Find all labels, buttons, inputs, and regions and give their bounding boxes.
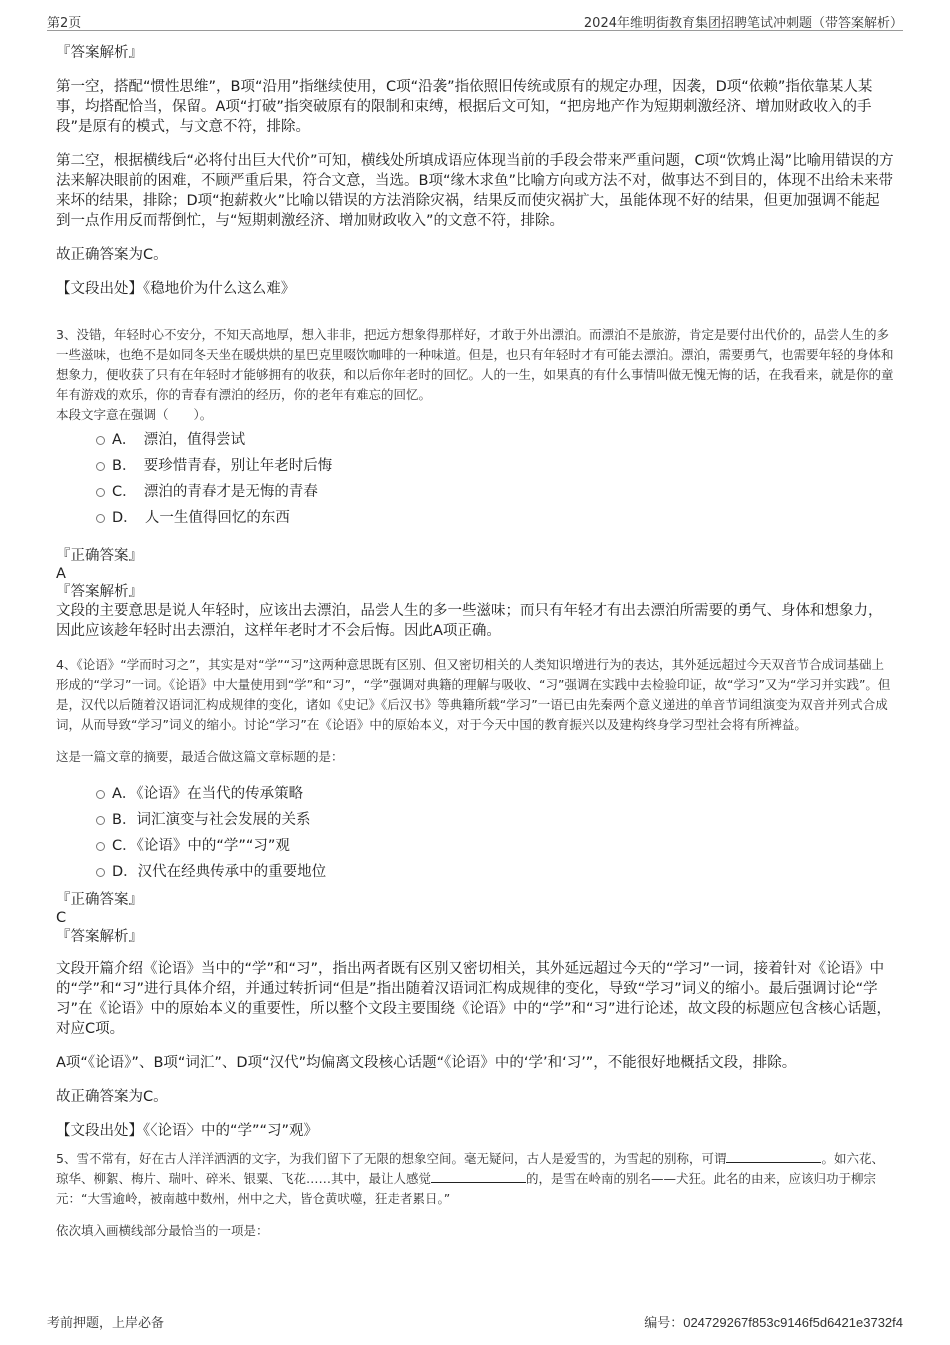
radio-icon[interactable] bbox=[96, 462, 105, 471]
q3-option-d[interactable]: D． 人一生值得回忆的东西 bbox=[56, 505, 894, 531]
q3-stem: 3、没错，年轻时心不安分，不知天高地厚，想入非非，把远方想象得那样好，才敢于外出漂泊。而漂泊不是旅游，肯定是要付出代价的，品尝人生的多一些滋味，也绝不是如同冬天坐在暖烘烘的星巴克里啜饮咖啡的一种味道。但是，也只有年轻时才有可能去漂泊。漂泊，需要勇气，也需要年轻的身体和想象力，便收获了只有在年轻时才能够拥有的收获，和以后你年老时的回忆。人的一生，如果真的有什么事情叫做无愧无悔的话，在我看来，就是你的童年有游戏的欢乐，你的青春有漂泊的经历，你的老年有难忘的回忆。 bbox=[56, 327, 894, 402]
radio-icon[interactable] bbox=[96, 488, 105, 497]
q4-analysis-para1: 文段开篇介绍《论语》当中的“学”和“习”，指出两者既有区别又密切相关，其外延远超过今天的“学习”一词，接着针对《论语》中的“学”和“习”进行具体介绍，并通过转折词“但是”指出随着汉语词汇构成规律的变化，导致“学习”词义的缩小。最后强调讨论“学习”在《论语》中的原始本义的重要性，所以整个文段主要围绕《论语》中的“学”和“习”进行论述，故文段的标题应包含核心话题，对应C项。 bbox=[56, 961, 892, 1037]
q4-option-d[interactable]: D．汉代在经典传承中的重要地位 bbox=[56, 859, 894, 885]
q3-question: 本段文字意在强调（ ）。 bbox=[56, 407, 213, 422]
page-number: 第2页 bbox=[47, 16, 82, 31]
q2-analysis-para1: 第一空，搭配“惯性思维”，B项“沿用”指继续使用，C项“沿袭”指依照旧传统或原有的规定办理，因袭，D项“依赖”指依靠某人某事，均搭配恰当，保留。A项“打破”指突破原有的限制和束缚，根据后文可知，“把房地产作为短期刺激经济、增加财政收入的手段”是原有的模式，与文意不符，排除。 bbox=[56, 79, 873, 135]
q4-option-b[interactable]: B．词汇演变与社会发展的关系 bbox=[56, 807, 894, 833]
q4-answer-label: 『正确答案』 bbox=[56, 892, 143, 908]
q3-option-a[interactable]: A． 漂泊，值得尝试 bbox=[56, 427, 894, 453]
q3-analysis-label: 『答案解析』 bbox=[56, 584, 143, 600]
q3-option-b[interactable]: B． 要珍惜青春，别让年老时后悔 bbox=[56, 453, 894, 479]
fill-blank-2 bbox=[431, 1169, 526, 1183]
q3-answer-label: 『正确答案』 bbox=[56, 548, 143, 564]
document-id: 编号：024729267f853c9146f5d6421e3732f4 bbox=[644, 1315, 903, 1331]
q3-answer: A bbox=[56, 566, 66, 582]
page-content bbox=[56, 43, 894, 1241]
q4-analysis-para2: A项“《论语》”、B项“词汇”、D项“汉代”均偏离文段核心话题“《论语》中的‘学’和‘习’”，不能很好地概括文段，排除。 bbox=[56, 1055, 797, 1071]
q4-stem: 4、《论语》“学而时习之”，其实是对“学”“习”这两种意思既有区别、但又密切相关的人类知识增进行为的表达，其外延远超过今天双音节合成词基础上形成的“学习”一词。《论语》中大量使用到“学”和“习”，“学”强调对典籍的理解与吸收、“习”强调在实践中去检验印证，故“学习”又为“学习并实践”。但是，汉代以后随着汉语词汇构成规律的变化，诸如《史记》《后汉书》等典籍所载“学习”一语已由先秦两个意义递进的单音节词组演变为双音并列式合成词，从而导致“学习”词义的缩小。讨论“学习”在《论语》中的原始本义，对于今天中国的教育振兴以及建构终身学习型社会将有所裨益。 bbox=[56, 657, 891, 732]
q4-source: 【文段出处】《〈论语〉中的“学”“习”观》 bbox=[56, 1123, 319, 1139]
radio-icon[interactable] bbox=[96, 514, 105, 523]
q4-answer: C bbox=[56, 910, 67, 926]
q4-conclusion: 故正确答案为C。 bbox=[56, 1089, 168, 1105]
footer-slogan: 考前押题，上岸必备 bbox=[47, 1316, 165, 1331]
q4-option-a[interactable]: A．《论语》在当代的传承策略 bbox=[56, 781, 894, 807]
radio-icon[interactable] bbox=[96, 436, 105, 445]
q3-analysis: 文段的主要意思是说人年轻时，应该出去漂泊，品尝人生的多一些滋味；而只有年轻才有出去漂泊所需要的勇气、身体和想象力，因此应该趁年轻时出去漂泊，这样年老时才不会后悔。因此A项正确。 bbox=[56, 603, 883, 639]
q4-analysis-label: 『答案解析』 bbox=[56, 929, 143, 945]
q3-option-c[interactable]: C． 漂泊的青春才是无悔的青春 bbox=[56, 479, 894, 505]
document-title: 2024年维明街教育集团招聘笔试冲刺题（带答案解析） bbox=[583, 16, 903, 31]
page-header bbox=[47, 8, 903, 31]
radio-icon[interactable] bbox=[96, 868, 105, 877]
fill-blank-1 bbox=[726, 1149, 821, 1163]
q5-question: 依次填入画横线部分最恰当的一项是： bbox=[56, 1223, 269, 1238]
q2-analysis-para2: 第二空，根据横线后“必将付出巨大代价”可知，横线处所填成语应体现当前的手段会带来严重问题，C项“饮鸩止渴”比喻用错误的方法来解决眼前的困难，不顾严重后果，符合文意，当选。B项“缘木求鱼”比喻方向或方法不对，做事达不到目的，体现不出给未来带来坏的结果，排除；D项“抱薪救火”比喻以错误的方法消除灾祸，结果反而使灾祸扩大，虽能体现不好的结果，但更加强调不能起到一点作用反而帮倒忙，与“短期刺激经济、增加财政收入”的文意不符，排除。 bbox=[56, 153, 894, 229]
q2-conclusion: 故正确答案为C。 bbox=[56, 247, 168, 263]
q4-option-c[interactable]: C．《论语》中的“学”“习”观 bbox=[56, 833, 894, 859]
radio-icon[interactable] bbox=[96, 842, 105, 851]
q2-analysis-label: 『答案解析』 bbox=[56, 45, 143, 61]
radio-icon[interactable] bbox=[96, 790, 105, 799]
radio-icon[interactable] bbox=[96, 816, 105, 825]
q4-question: 这是一篇文章的摘要，最适合做这篇文章标题的是： bbox=[56, 749, 344, 764]
q5-stem: 5、雪不常有，好在古人洋洋洒洒的文字，为我们留下了无限的想象空间。毫无疑问，古人是爱雪的，为雪起的别称，可谓 。如六花、琼华、柳絮、梅片、瑞叶、碎米、银粟、飞花……其中，最让人感觉 的，是雪在岭南的别名——犬狂。此名的由来，应该归功于柳宗元：“大雪逾岭，被南越中数州，州中之犬，皆仓黄吠噬，狂走者累日。” bbox=[56, 1151, 884, 1206]
q2-source: 【文段出处】《稳地价为什么这么难》 bbox=[56, 281, 296, 297]
